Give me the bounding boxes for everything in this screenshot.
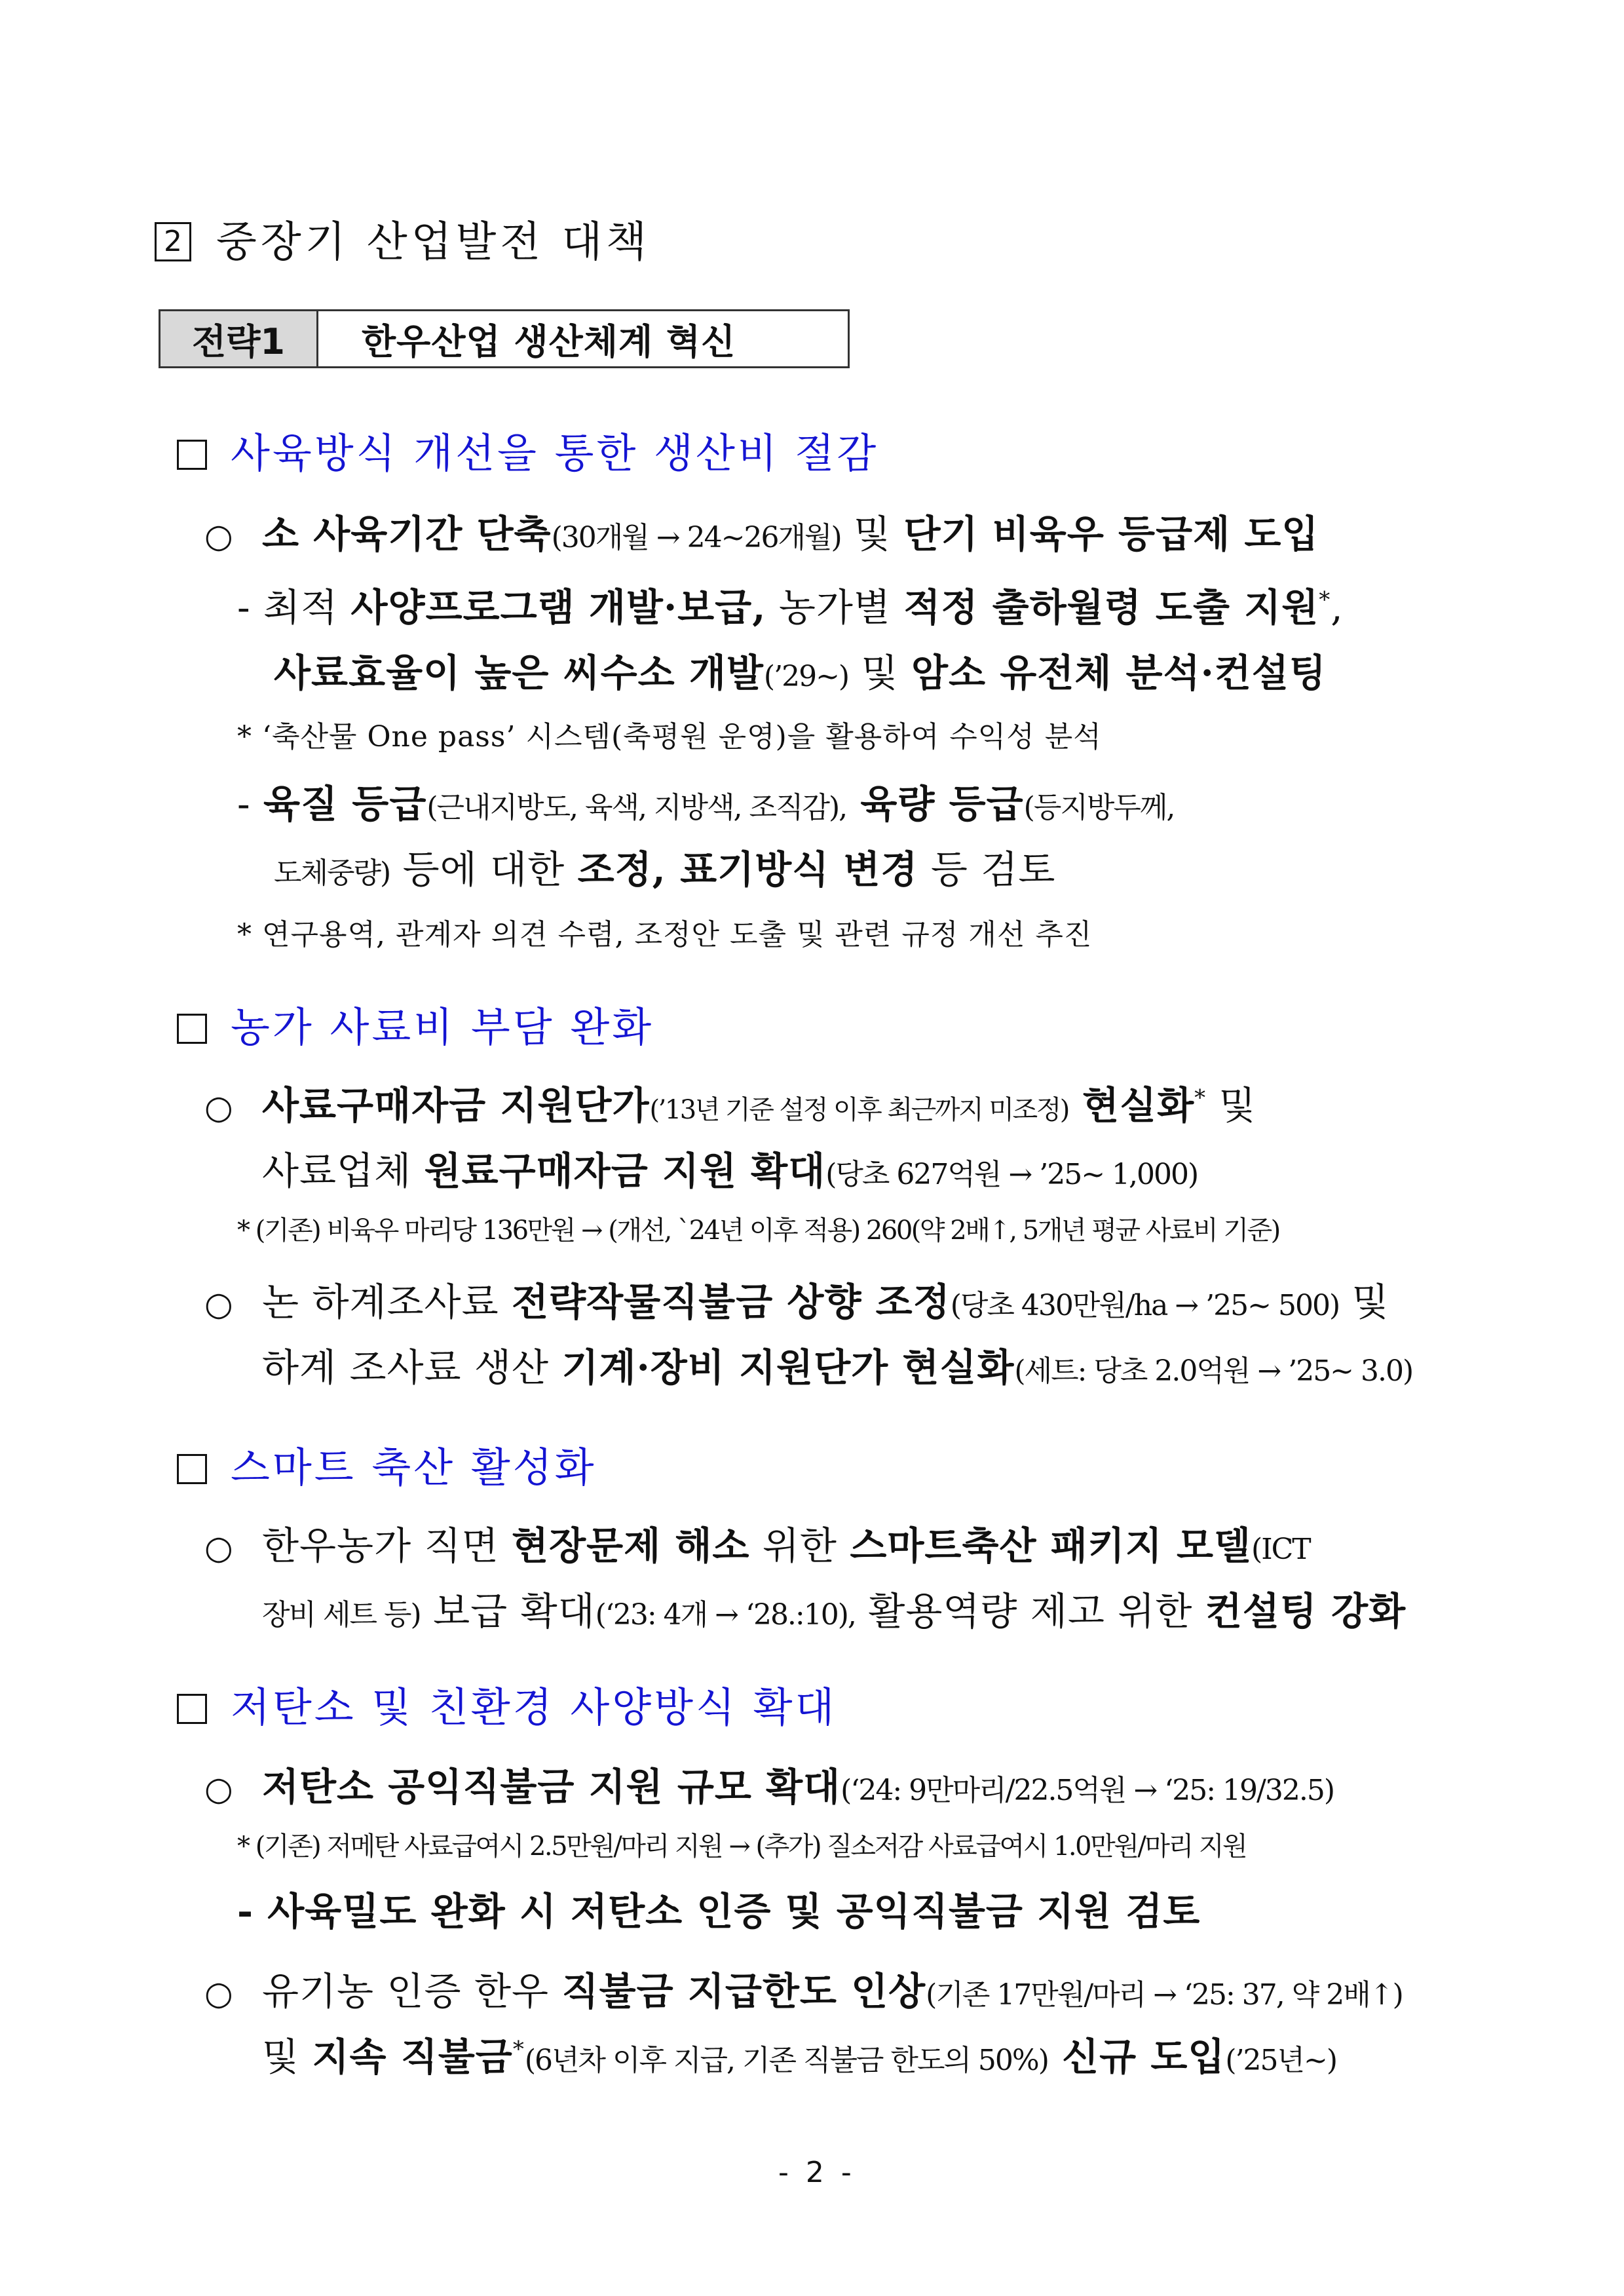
strategy-title: 한우산업 생산체계 혁신 (362, 320, 736, 362)
section-number-box: 2 (155, 222, 191, 261)
bullet-text: 활용역량 제고 위한 (855, 1589, 1205, 1634)
bullet-text: (’25년~) (1225, 2044, 1337, 2077)
dash-item (237, 773, 1174, 828)
section-heading (155, 208, 651, 269)
dash-text: 육량 등급 (846, 782, 1024, 826)
bullet-text: 현실화 (1068, 1083, 1195, 1128)
circle-bullet-icon: ○ (204, 517, 234, 555)
bullet-text: 하계 조사료 생산 (262, 1345, 562, 1390)
circle-bullet-icon: ○ (204, 1770, 234, 1808)
bullet-text: 단기 비육우 등급제 도입 (903, 512, 1319, 556)
bullet-item (204, 1961, 1403, 2016)
bullet-item (204, 1075, 1256, 1130)
topic-heading (177, 995, 654, 1053)
bullet-text: 소 사육기간 단축 (262, 512, 552, 556)
bullet-item (204, 503, 1319, 558)
footnote: * (기존) 저메탄 사료급여시 2.5만원/마리 지원 → (추가) 질소저감 사료급여시 1.0만원/마리 지원 (237, 1831, 1247, 1862)
bullet-text: (당초 430만원/ha → ’25~ 500) (950, 1289, 1340, 1322)
topic-title: 사육방식 개선을 통한 생산비 절감 (231, 429, 879, 477)
dash-text: 암소 유전체 분석·컨설팅 (911, 651, 1327, 695)
footnote-mark: * (1319, 586, 1331, 613)
strategy-box (159, 309, 850, 368)
checkbox-icon (177, 1454, 207, 1484)
bullet-text: (‘23: 4개 → ‘28.:10), (595, 1598, 856, 1632)
topic-heading (177, 421, 878, 479)
bullet-text: 및 (1339, 1280, 1389, 1324)
bullet-text: 스마트축산 패키지 모델 (850, 1523, 1252, 1568)
topic-title: 스마트 축산 활성화 (231, 1444, 597, 1491)
dash-text: 농가별 (766, 585, 904, 630)
bullet-text: 및 (1206, 1083, 1256, 1128)
footnote: * 연구용역, 관계자 의견 수렴, 조정안 도출 및 관련 규정 개선 추진 (237, 918, 1093, 951)
bullet-text: 보급 확대 (420, 1589, 595, 1634)
page-number: - 2 - (778, 2156, 856, 2189)
bullet-text: 현장문제 해소 (512, 1523, 750, 1568)
topic-title: 저탄소 및 친환경 사양방식 확대 (231, 1683, 837, 1731)
bullet-text: 유기농 인증 한우 (262, 1969, 562, 2014)
bullet-text: 전략작물직불금 상향 조정 (512, 1280, 951, 1324)
footnote-mark: * (1194, 1084, 1207, 1111)
bullet-text: 사료업체 (262, 1149, 425, 1193)
footnote-mark: * (512, 2036, 525, 2063)
bullet-text: 논 하계조사료 (262, 1280, 512, 1324)
topic-heading (177, 1675, 837, 1733)
bullet-text: 및 (840, 512, 904, 556)
dash-text: (’29~) (763, 660, 849, 693)
bullet-text: 사료구매자금 지원단가 (262, 1083, 650, 1128)
bullet-text: (당초 627억원 → ’25~ 1,000) (825, 1158, 1198, 1191)
checkbox-icon (177, 1014, 207, 1044)
bullet-item-continuation (262, 2026, 1336, 2081)
circle-bullet-icon: ○ (204, 1088, 234, 1126)
bullet-item (204, 1515, 1310, 1570)
dash-text: 및 (848, 651, 912, 695)
topic-heading (177, 1435, 597, 1493)
dash-text: (등지방두께, (1023, 791, 1175, 824)
circle-bullet-icon: ○ (204, 1974, 234, 2012)
bullet-text: 장비 세트 등) (262, 1598, 421, 1632)
dash-text: 등 검토 (918, 847, 1056, 892)
bullet-text: (’13년 기준 설정 이후 최근까지 미조정) (649, 1095, 1068, 1125)
bullet-text: 및 (262, 2035, 312, 2079)
dash-text: - 최적 (237, 585, 351, 630)
bullet-item (204, 1756, 1334, 1811)
bullet-text: 컨설팅 강화 (1205, 1589, 1407, 1634)
bullet-item (204, 1271, 1389, 1326)
dash-text: 등에 대한 (390, 847, 578, 892)
section-title: 중장기 산업발전 대책 (216, 218, 651, 267)
dash-item-continuation (274, 642, 1327, 697)
bullet-text: 위한 (749, 1523, 850, 1568)
dash-text: 사료효율이 높은 씨수소 개발 (274, 651, 764, 695)
bullet-text: (ICT (1251, 1533, 1310, 1566)
dash-text: 육질 등급 (263, 782, 427, 826)
dash-text: - (237, 782, 264, 826)
checkbox-icon (177, 1694, 207, 1724)
dash-text: , (1331, 585, 1344, 630)
bullet-text: 신규 도입 (1048, 2035, 1226, 2079)
circle-bullet-icon: ○ (204, 1529, 234, 1567)
circle-bullet-icon: ○ (204, 1285, 234, 1323)
dash-text: 적정 출하월령 도출 지원 (903, 585, 1319, 630)
strategy-tag: 전략1 (161, 311, 318, 366)
bullet-item-continuation (262, 1140, 1198, 1195)
bullet-text: (‘24: 9만마리/22.5억원 → ‘25: 19/32.5) (840, 1774, 1334, 1807)
bullet-text: (6년차 이후 지급, 기존 직불금 한도의 50%) (524, 2044, 1048, 2077)
bullet-text: (30개월 → 24~26개월) (551, 521, 841, 554)
dash-text: 조정, 표기방식 변경 (577, 847, 918, 892)
bullet-text: 기계·장비 지원단가 현실화 (561, 1345, 1015, 1390)
dash-text: (근내지방도, 육색, 지방색, 조직감), (426, 791, 847, 824)
checkbox-icon (177, 440, 207, 470)
bullet-item-continuation (262, 1337, 1412, 1392)
bullet-text: (기존 17만원/마리 → ‘25: 37, 약 2배↑) (926, 1978, 1403, 2012)
topic-title: 농가 사료비 부담 완화 (231, 1003, 654, 1051)
bullet-text: (세트: 당초 2.0억원 → ’25~ 3.0) (1014, 1354, 1413, 1388)
bullet-text: 지속 직불금 (312, 2035, 513, 2079)
bullet-item-continuation (262, 1580, 1406, 1636)
footnote: * (기존) 비육우 마리당 136만원 → (개선, `24년 이후 적용) 260(약 2배↑, 5개년 평균 사료비 기준) (237, 1215, 1279, 1246)
footnote: * ‘축산물 One pass’ 시스템(축평원 운영)을 활용하여 수익성 분석 (237, 720, 1102, 754)
dash-item (237, 577, 1344, 632)
bullet-text: 한우농가 직면 (262, 1523, 512, 1568)
dash-text: 도체중량) (274, 856, 390, 890)
bullet-text: 저탄소 공익직불금 지원 규모 확대 (262, 1765, 841, 1809)
bullet-text: 직불금 지급한도 인상 (561, 1969, 926, 2014)
dash-item-continuation (274, 839, 1055, 894)
dash-text: 사양프로그램 개발·보급, (350, 585, 766, 630)
bullet-text: 원료구매자금 지원 확대 (424, 1149, 826, 1193)
dash-item: - 사육밀도 완화 시 저탄소 인증 및 공익직불금 지원 검토 (237, 1889, 1201, 1934)
